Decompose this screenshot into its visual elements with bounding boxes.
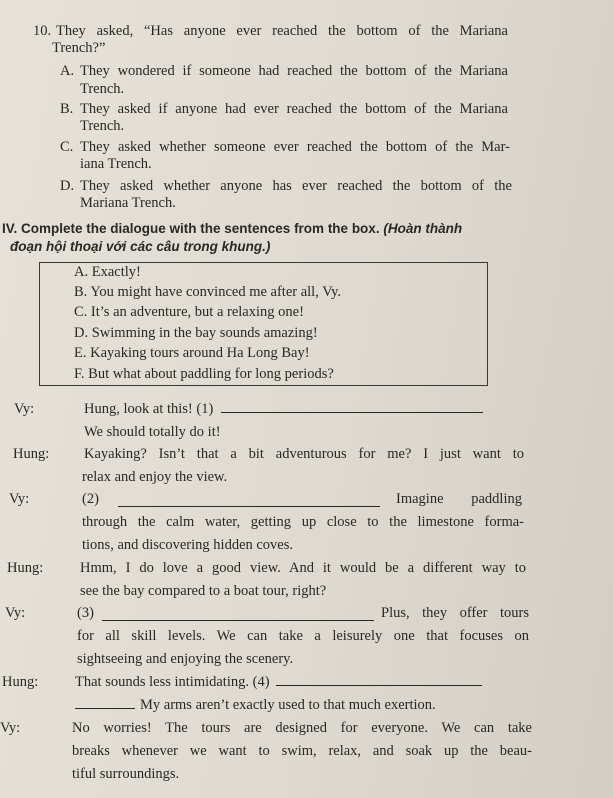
section-heading-line2 — [10, 238, 270, 256]
speaker-vy-1: Vy: — [14, 401, 35, 417]
speaker-vy-4: Vy: — [0, 720, 21, 736]
speaker-hung-1: Hung: — [13, 446, 50, 462]
option-d-line1: They asked whether anyone has ever reached the bottom of the — [80, 178, 512, 194]
dialogue-t6-text: That sounds less intimidating. (4) — [75, 674, 270, 690]
option-c-letter: C. — [60, 139, 74, 155]
speaker-hung-3: Hung: — [2, 674, 39, 690]
sentence-box — [39, 262, 488, 386]
box-item-f: F. But what about paddling for long periods? — [74, 366, 334, 382]
box-item-d: D. Swimming in the bay sounds amazing! — [74, 325, 318, 341]
speaker-vy-3: Vy: — [5, 605, 26, 621]
dialogue-t3-line3: tions, and discovering hidden coves. — [82, 537, 294, 553]
dialogue-t7-line1: No worries! The tours are designed for everyone. We can take — [72, 720, 532, 736]
dialogue-t3-after: Imagine paddling — [396, 491, 522, 507]
section-heading — [2, 220, 462, 238]
answer-blank-1[interactable] — [221, 400, 483, 413]
option-c-line2: iana Trench. — [80, 156, 152, 172]
answer-blank-4-continued[interactable] — [75, 696, 135, 709]
box-item-a: A. Exactly! — [74, 264, 141, 280]
box-item-c: C. It’s an adventure, but a relaxing one! — [74, 304, 304, 320]
section-heading-vi-part1: (Hoàn thành — [383, 221, 463, 236]
question-number: 10. — [33, 23, 52, 39]
option-b-letter: B. — [60, 101, 74, 117]
option-a-line2: Trench. — [80, 81, 125, 97]
section-heading-en: IV. Complete the dialogue with the sentences from the box. — [2, 221, 380, 236]
speaker-hung-2: Hung: — [7, 560, 44, 576]
question-stem-line2: Trench?” — [52, 40, 106, 56]
dialogue-t5-num: (3) — [77, 605, 94, 621]
answer-blank-4[interactable] — [276, 673, 482, 686]
box-item-e: E. Kayaking tours around Ha Long Bay! — [74, 345, 310, 361]
dialogue-t1-text: Hung, look at this! (1) — [84, 401, 214, 417]
dialogue-t7-line2: breaks whenever we want to swim, relax, and soak up the beau- — [72, 743, 532, 759]
box-item-b: B. You might have convinced me after all, Vy. — [74, 284, 341, 300]
option-d-letter: D. — [60, 178, 75, 194]
dialogue-t5-line2: for all skill levels. We can take a leisurely one that focuses on — [77, 628, 529, 644]
option-a-line1: They wondered if someone had reached the bottom of the Mariana — [80, 63, 508, 79]
dialogue-t7-line3: tiful surroundings. — [72, 766, 180, 782]
option-d-line2: Mariana Trench. — [80, 195, 176, 211]
speaker-vy-2: Vy: — [9, 491, 30, 507]
dialogue-t1-line2: We should totally do it! — [84, 424, 221, 440]
dialogue-t3-line2: through the calm water, getting up close to the limestone forma- — [82, 514, 524, 530]
dialogue-t4-line1: Hmm, I do love a good view. And it would be a different way to — [80, 560, 526, 576]
dialogue-t6-line1 — [75, 673, 482, 691]
dialogue-t1-line1 — [84, 400, 483, 418]
dialogue-t5-after: Plus, they offer tours — [381, 605, 529, 621]
section-heading-vi-part2: đoạn hội thoại với các câu trong khung.) — [10, 239, 271, 254]
question-stem-line1: They asked, “Has anyone ever reached the bottom of the Mariana — [56, 23, 508, 39]
option-c-line1: They asked whether someone ever reached the bottom of the Mar- — [80, 139, 510, 155]
option-a-letter: A. — [60, 63, 75, 79]
dialogue-t2-line2: relax and enjoy the view. — [82, 469, 228, 485]
option-b-line1: They asked if anyone had ever reached the bottom of the Mariana — [80, 101, 508, 117]
answer-blank-3[interactable] — [102, 608, 374, 621]
answer-blank-2[interactable] — [118, 494, 380, 507]
option-b-line2: Trench. — [80, 118, 125, 134]
dialogue-t4-line2: see the bay compared to a boat tour, right? — [80, 583, 327, 599]
dialogue-t3-num: (2) — [82, 491, 99, 507]
dialogue-t5-line3: sightseeing and enjoying the scenery. — [77, 651, 294, 667]
dialogue-t6-line2: My arms aren’t exactly used to that much exertion. — [140, 697, 436, 713]
dialogue-t2-line1: Kayaking? Isn’t that a bit adventurous for me? I just want to — [84, 446, 524, 462]
